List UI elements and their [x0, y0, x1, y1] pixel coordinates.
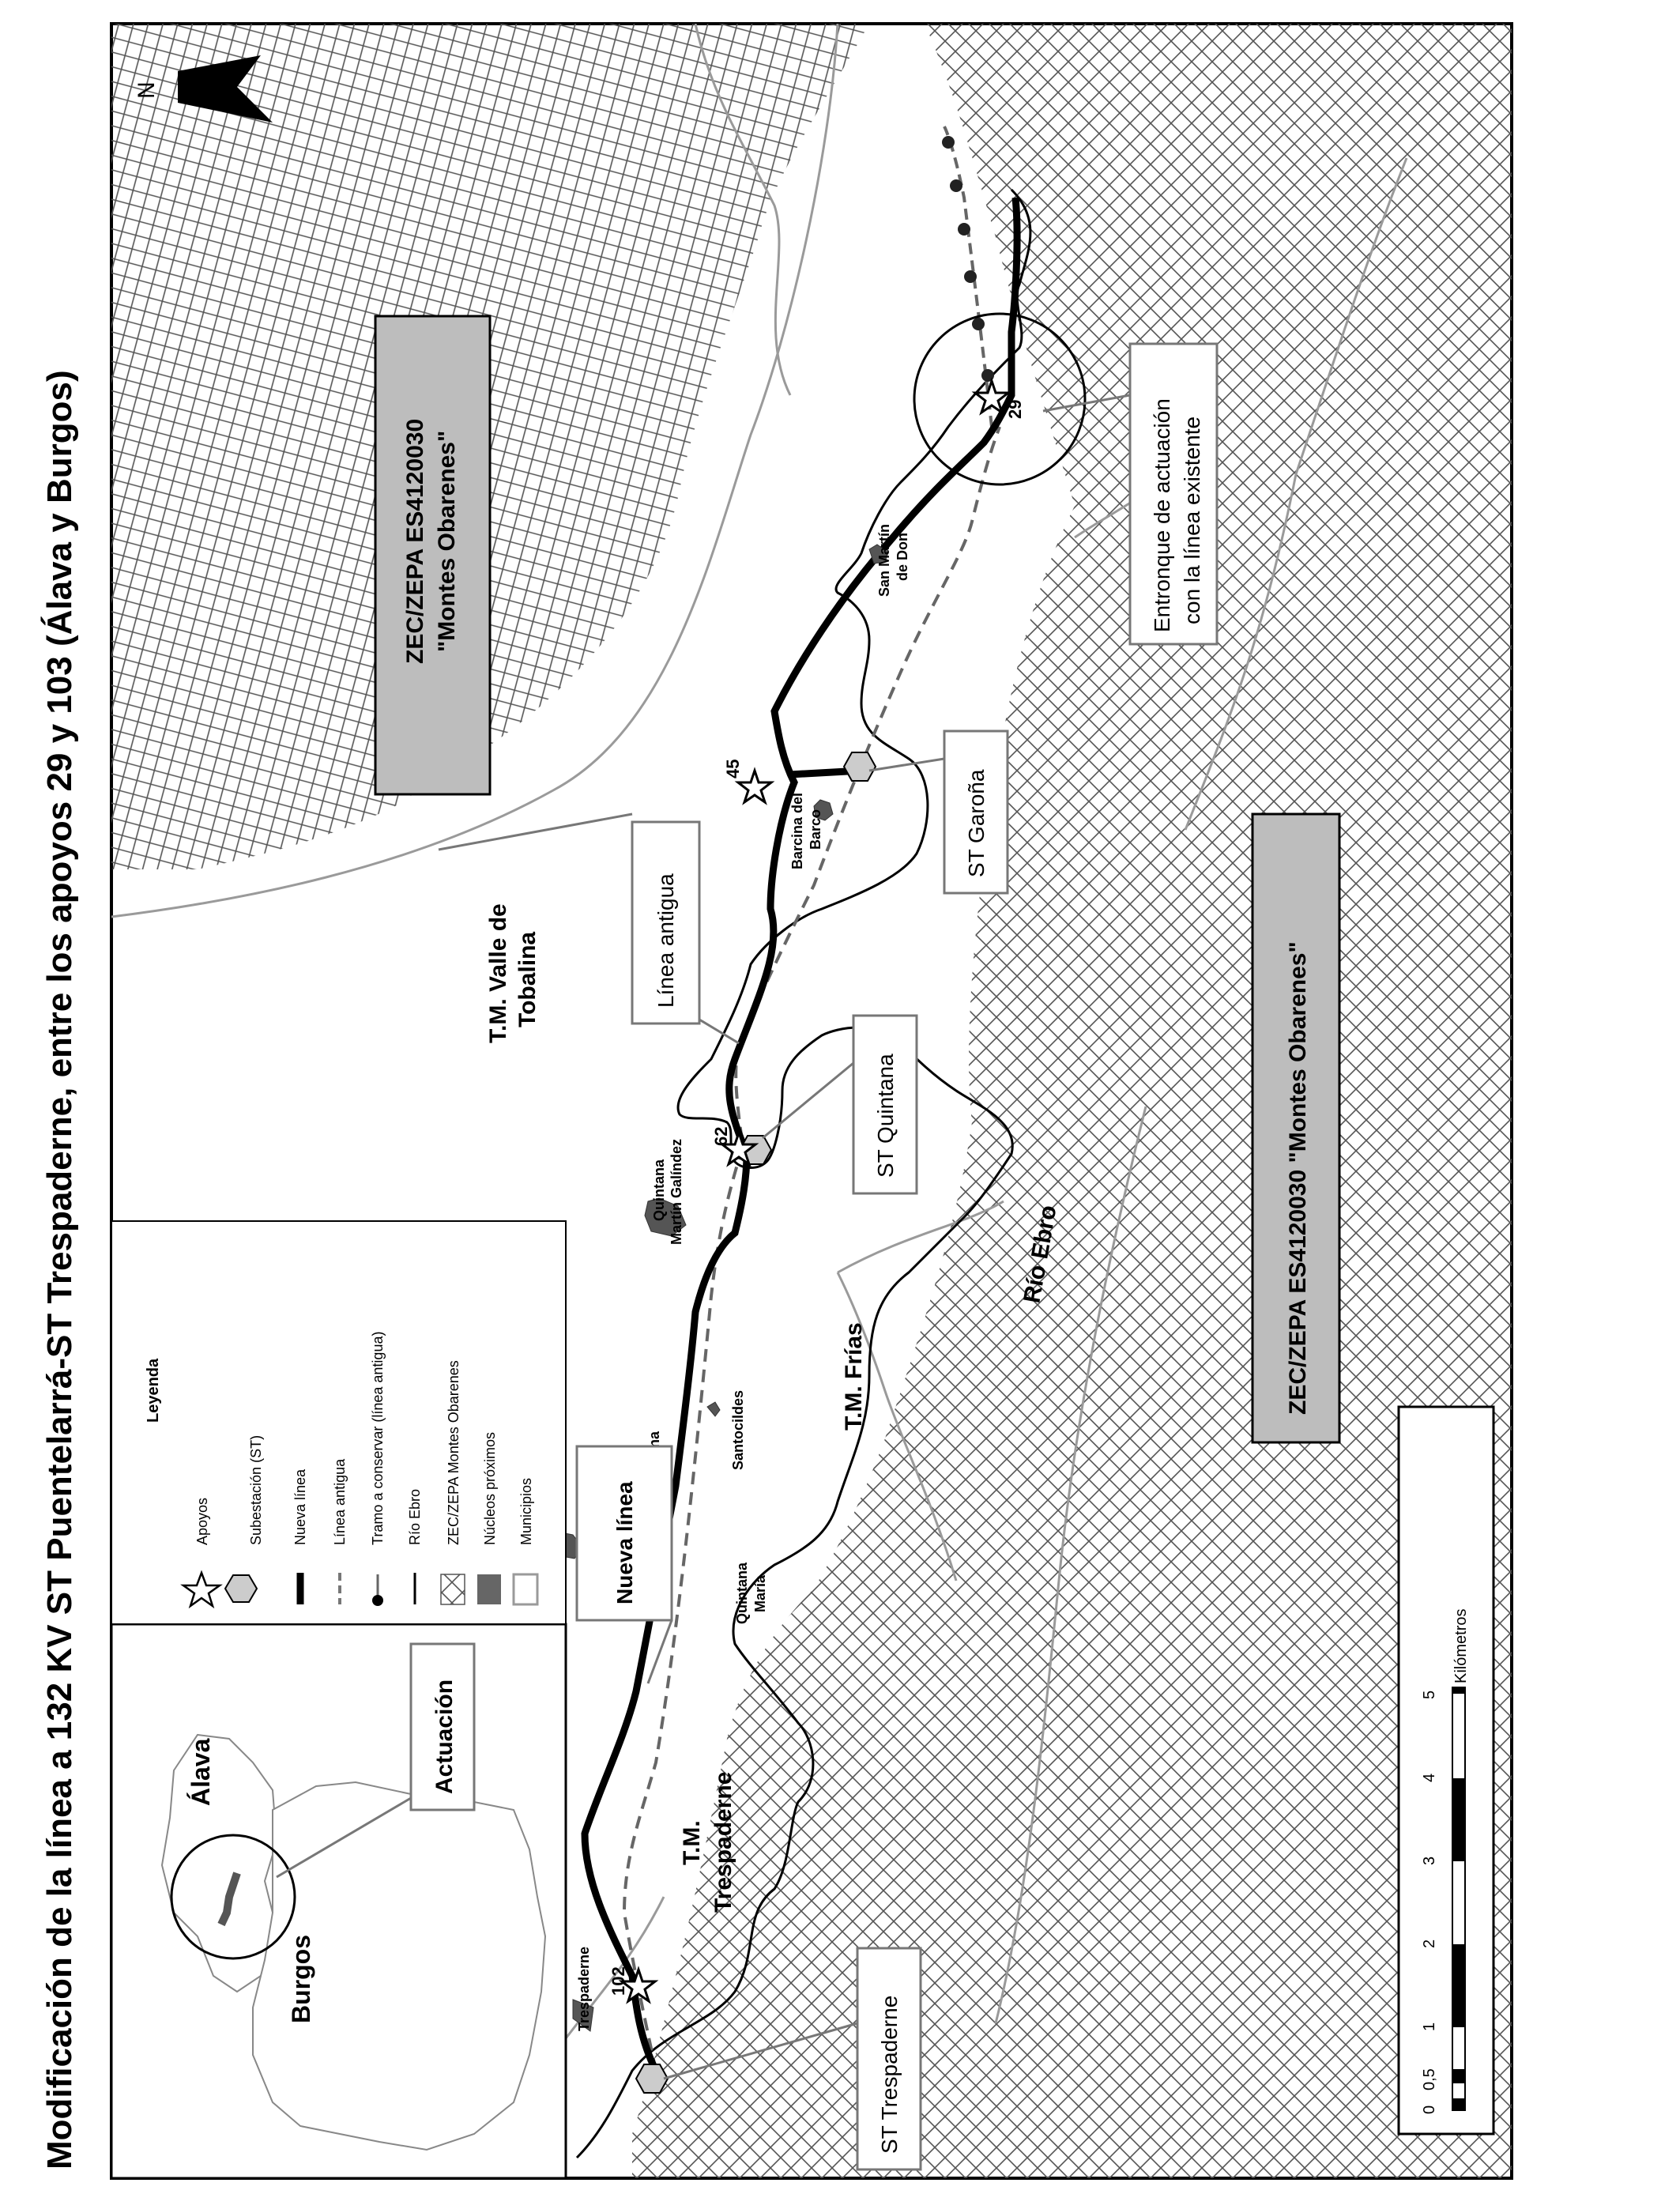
- apoyo-29-label: 29: [1005, 399, 1025, 419]
- legend-label-antigua: Línea antigua: [332, 1458, 348, 1545]
- map-title: Modificación de la línea a 132 KV ST Puentelarrá-ST Trespaderne, entre los apoyos 29 y 103 (Álava y Burgos): [40, 370, 79, 2169]
- santocildes-label: Santocildes: [730, 1389, 746, 1470]
- barcina-label-1: Barcina del: [789, 792, 805, 869]
- barcina-label-2: Barco: [808, 809, 823, 850]
- legend-title: Leyenda: [145, 1358, 162, 1423]
- scale-tick-4: 4: [1421, 1773, 1438, 1782]
- tm-frias-label: T.M. Frías: [841, 1322, 867, 1431]
- san-martin-label-2: de Don: [895, 533, 910, 581]
- legend-box: [111, 1221, 566, 1624]
- legend-label-nueva: Nueva línea: [292, 1468, 308, 1545]
- scale-tick-5: 5: [1421, 1690, 1438, 1699]
- tm-valle-label-1: T.M. Valle de: [485, 903, 511, 1043]
- legend-label-apoyos: Apoyos: [194, 1497, 210, 1545]
- scale-unit: Kilómetros: [1452, 1608, 1470, 1683]
- tm-trespaderne-label-2: Trespaderne: [710, 1771, 736, 1913]
- scale-tick-0: 0: [1421, 2105, 1438, 2114]
- legend-label-rio: Río Ebro: [407, 1488, 423, 1545]
- scale-tick-3: 3: [1421, 1856, 1438, 1865]
- legend-hexagon-icon: [225, 1575, 257, 1602]
- scale-tick-2: 2: [1421, 1939, 1438, 1948]
- quintana-mg-label-2: Martín Galíndez: [669, 1138, 684, 1245]
- north-label: N: [134, 81, 160, 99]
- apoyo-102-label: 102: [608, 1966, 628, 1996]
- san-martin-label-1: San Martín: [876, 523, 892, 597]
- st-garona-hexagon: [844, 752, 876, 781]
- st-garona-label: ST Garoña: [964, 769, 989, 877]
- st-trespaderne-hexagon: [636, 2064, 668, 2093]
- apoyo-45-label: 45: [723, 759, 743, 778]
- zec-bottom-label: ZEC/ZEPA ES4120030 "Montes Obarenes": [1285, 941, 1311, 1415]
- apoyo-62-label: 62: [711, 1126, 731, 1146]
- linea-antigua-label: Línea antigua: [654, 873, 678, 1008]
- legend-crosshatch-icon: [441, 1574, 465, 1604]
- tm-trespaderne-label-1: T.M.: [679, 1820, 705, 1865]
- rio-ebro-label: Río Ebro: [1019, 1203, 1062, 1306]
- quintana-maria-label-1: Quintana: [734, 1562, 750, 1624]
- quintana-maria-label-2: María: [752, 1574, 768, 1612]
- legend-grey-outline-icon: [514, 1574, 537, 1604]
- legend-label-subestacion: Subestación (ST): [248, 1434, 264, 1545]
- quintana-mg-label-1: Quintana: [651, 1159, 667, 1221]
- zec-top-box: [375, 316, 490, 794]
- scale-box: [1399, 1407, 1494, 2134]
- trespaderne-town-label: Trespaderne: [576, 1946, 592, 2031]
- zec-top-label-1: ZEC/ZEPA ES4120030: [402, 418, 428, 664]
- legend-label-municipios: Municipios: [518, 1477, 534, 1545]
- legend-label-tramo: Tramo a conservar (línea antigua): [370, 1331, 386, 1545]
- legend-dot-line-icon: [372, 1595, 383, 1606]
- legend-dark-fill-icon: [477, 1574, 501, 1604]
- scale-bar: [1399, 1407, 1494, 2134]
- inset-actuacion-label: Actuación: [431, 1679, 458, 1794]
- zec-top-label-2: "Montes Obarenes": [434, 430, 460, 652]
- st-trespaderne-label: ST Trespaderne: [877, 1995, 902, 2154]
- inset-alava-label: Álava: [186, 1738, 215, 1806]
- scale-tick-1: 1: [1421, 2022, 1438, 2031]
- nueva-linea-label: Nueva línea: [612, 1481, 637, 1604]
- entronque-label-2: con la línea existente: [1180, 416, 1204, 624]
- st-quintana-label: ST Quintana: [873, 1054, 898, 1178]
- inset-burgos-label: Burgos: [287, 1935, 315, 2023]
- legend-label-zec: ZEC/ZEPA Montes Obarenes: [446, 1360, 461, 1545]
- scale-tick-05: 0,5: [1421, 2068, 1438, 2090]
- legend-label-nucleos: Núcleos próximos: [482, 1431, 498, 1545]
- entronque-label-1: Entronque de actuación: [1150, 398, 1174, 632]
- tm-valle-label-2: Tobalina: [514, 931, 541, 1027]
